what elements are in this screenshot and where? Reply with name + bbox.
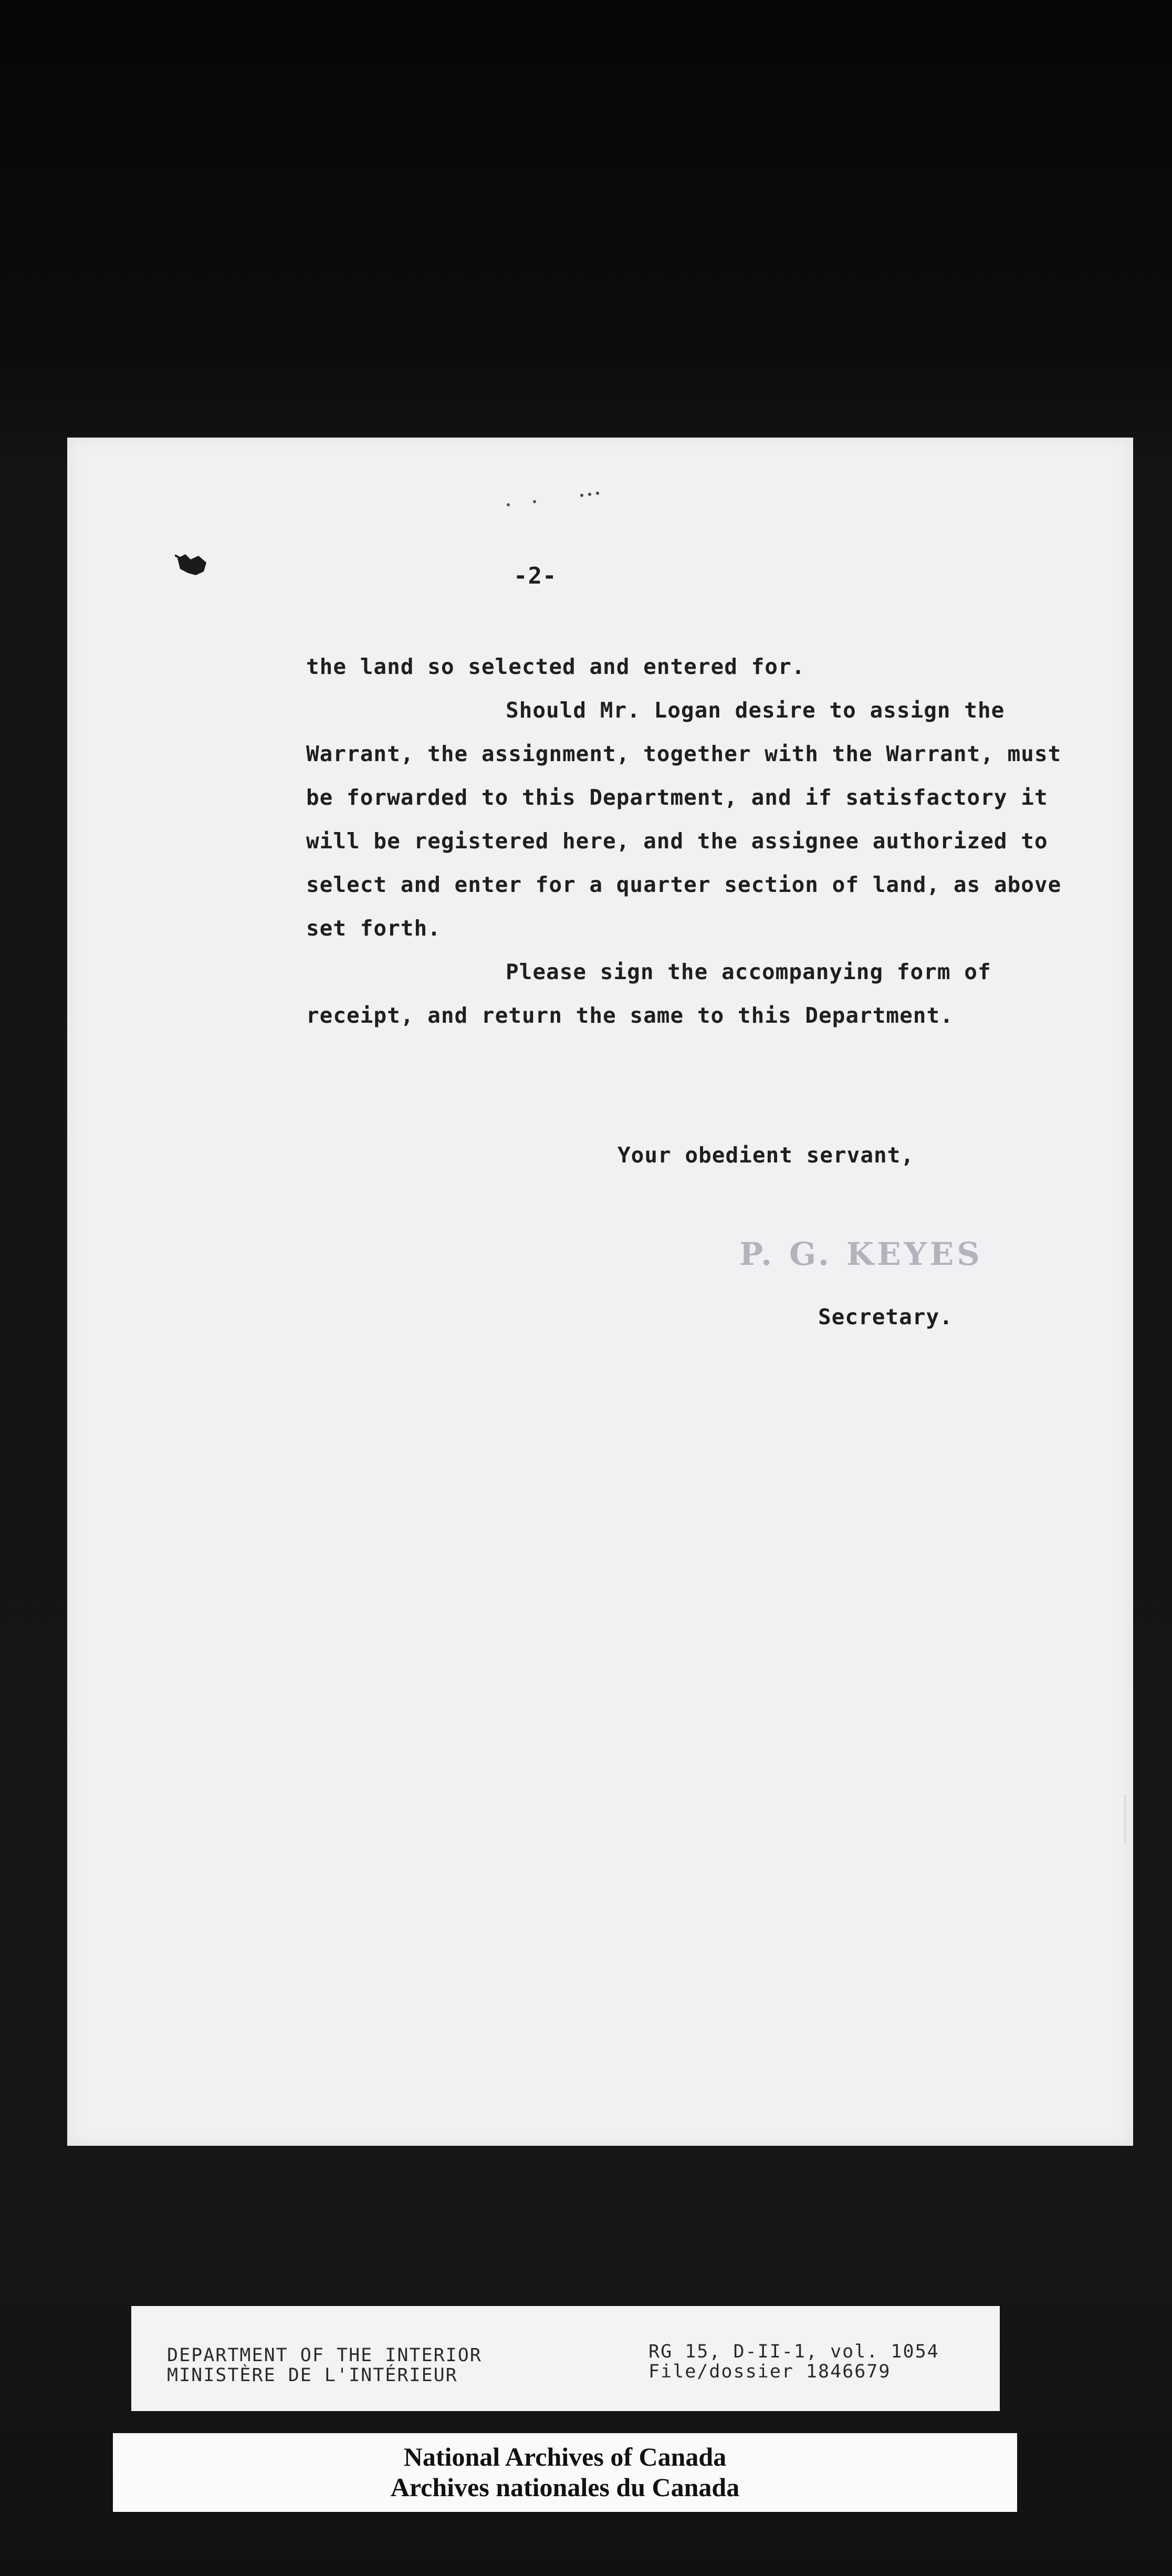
body-line: will be registered here, and the assignee authorized to — [306, 828, 1048, 854]
archive-reference-label — [131, 2306, 1000, 2411]
page-number: -2- — [514, 563, 557, 589]
archives-name-french: Archives nationales du Canada — [390, 2473, 740, 2502]
body-line: Should Mr. Logan desire to assign the — [506, 698, 1005, 723]
body-line: select and enter for a quarter section of land, as above — [306, 872, 1062, 897]
body-line: Warrant, the assignment, together with the Warrant, must — [306, 741, 1062, 766]
department-english: DEPARTMENT OF THE INTERIOR — [167, 2345, 482, 2366]
file-number: File/dossier 1846679 — [648, 2361, 891, 2382]
letter-body — [306, 645, 1061, 1037]
body-line: set forth. — [306, 916, 441, 941]
record-group-reference: RG 15, D-II-1, vol. 1054 — [648, 2341, 939, 2362]
letter-page — [67, 438, 1133, 2146]
film-edge-mark — [1123, 1794, 1128, 1844]
body-line: be forwarded to this Department, and if satisfactory it — [306, 785, 1048, 810]
specks — [477, 490, 613, 511]
department-names — [167, 2345, 482, 2385]
body-line: receipt, and return the same to this Department. — [306, 1003, 954, 1028]
department-french: MINISTÈRE DE L'INTÉRIEUR — [167, 2365, 458, 2386]
archives-name-english: National Archives of Canada — [403, 2442, 727, 2471]
closing-salutation: Your obedient servant, — [618, 1142, 915, 1168]
ink-blot — [175, 548, 212, 579]
reference-numbers — [648, 2342, 939, 2382]
signature-stamp: P. G. KEYES — [739, 1236, 983, 1273]
signatory-title: Secretary. — [818, 1304, 953, 1329]
body-line: the land so selected and entered for. — [306, 654, 805, 679]
body-line: Please sign the accompanying form of — [506, 959, 991, 984]
archives-banner — [113, 2433, 1017, 2512]
